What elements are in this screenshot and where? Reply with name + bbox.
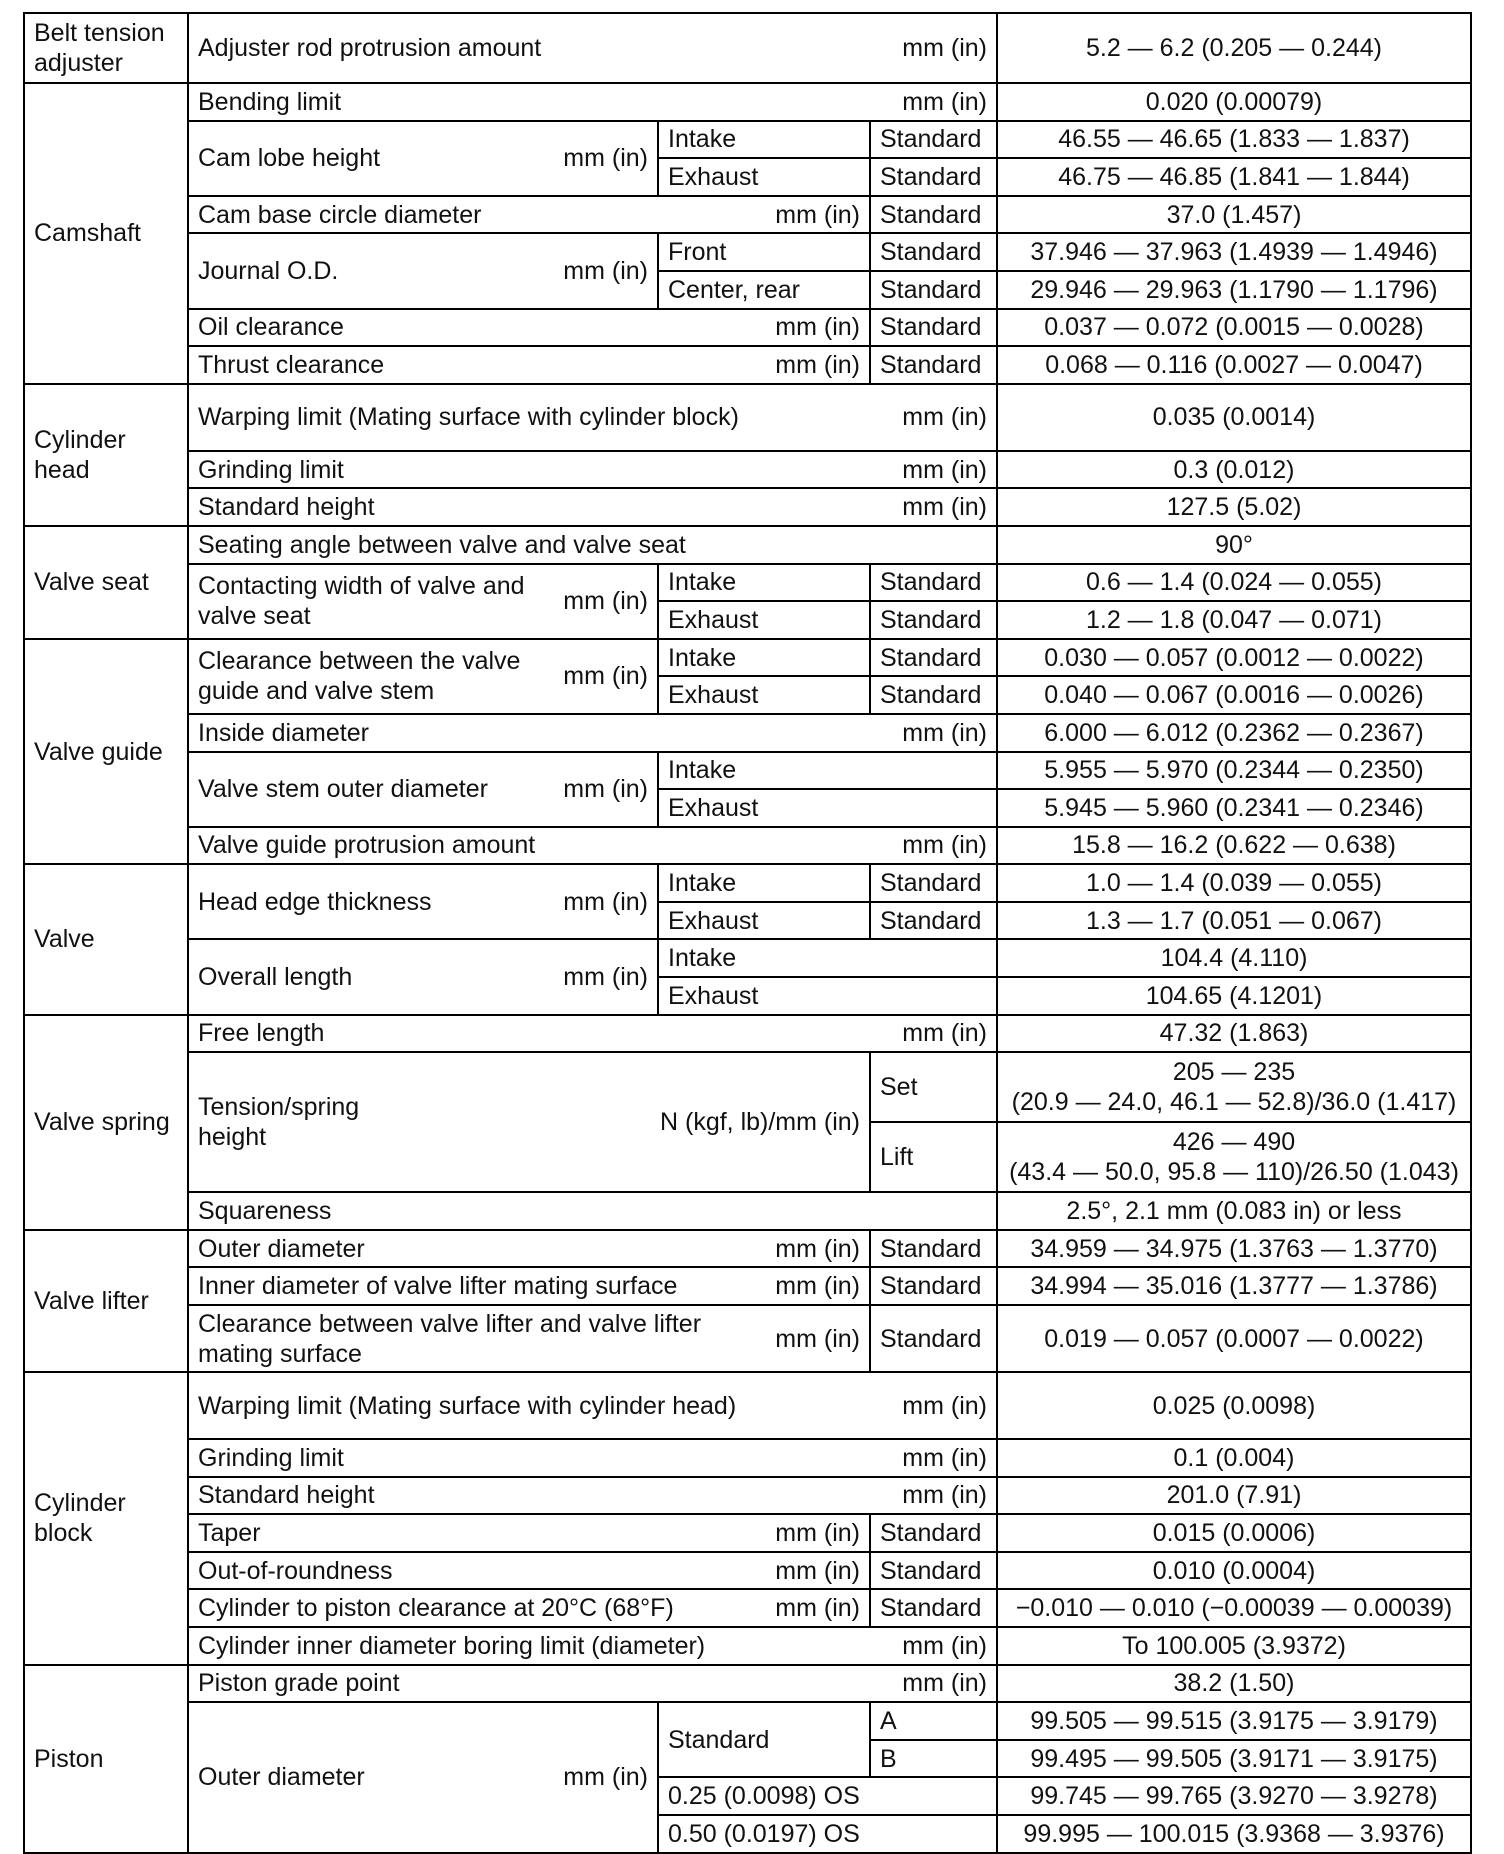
item-label: Standard height <box>198 1481 375 1510</box>
table-row <box>24 233 1471 271</box>
table-row <box>24 1015 1471 1053</box>
category-valve-lifter: Valve lifter <box>24 1230 188 1372</box>
sub-label: Intake <box>658 939 997 977</box>
spec-value: 201.0 (7.91) <box>997 1477 1471 1515</box>
item-label: Standard height <box>198 493 375 522</box>
table-row <box>24 639 1471 677</box>
table-row <box>24 1627 1471 1665</box>
spec-value-lift <box>997 1122 1471 1192</box>
sub-label: Intake <box>658 752 997 790</box>
spec-value: 5.955 — 5.970 (0.2344 — 0.2350) <box>997 752 1471 790</box>
unit-label: mm (in) <box>563 1763 648 1792</box>
unit-label: mm (in) <box>563 887 648 916</box>
unit-label: mm (in) <box>902 1391 987 1420</box>
sub-label: Exhaust <box>658 158 870 196</box>
sub-label: Center, rear <box>658 271 870 309</box>
condition-label: Standard <box>870 196 997 234</box>
item-label: Seating angle between valve and valve seat <box>188 526 997 564</box>
unit-label: mm (in) <box>902 493 987 522</box>
table-row <box>24 384 1471 451</box>
table-row <box>24 451 1471 489</box>
spec-value: 0.025 (0.0098) <box>997 1372 1471 1439</box>
condition-label: Standard <box>870 233 997 271</box>
table-row <box>24 1665 1471 1703</box>
spec-value: 0.030 — 0.057 (0.0012 — 0.0022) <box>997 639 1471 677</box>
spec-value: 1.2 — 1.8 (0.047 — 0.071) <box>997 601 1471 639</box>
category-camshaft: Camshaft <box>24 83 188 384</box>
spec-value: 104.4 (4.110) <box>997 939 1471 977</box>
condition-label: Standard <box>870 1552 997 1590</box>
spec-value: To 100.005 (3.9372) <box>997 1627 1471 1665</box>
item-label: Warping limit (Mating surface with cylinder block) <box>198 403 739 432</box>
unit-label: mm (in) <box>902 34 987 62</box>
spec-value: (20.9 — 24.0, 46.1 — 52.8)/36.0 (1.417) <box>1011 1088 1457 1117</box>
item-label: Cylinder inner diameter boring limit (diameter) <box>198 1631 706 1660</box>
spec-value: 6.000 — 6.012 (0.2362 — 0.2367) <box>997 714 1471 752</box>
sub-label: Intake <box>658 864 870 902</box>
table-row <box>24 1192 1471 1230</box>
spec-value: 0.015 (0.0006) <box>997 1514 1471 1552</box>
item-label: Outer diameter <box>198 1763 365 1792</box>
item-label: Head edge thickness <box>198 887 432 916</box>
condition-label: Standard <box>870 902 997 940</box>
spec-value: 37.0 (1.457) <box>997 196 1471 234</box>
spec-value: 5.945 — 5.960 (0.2341 — 0.2346) <box>997 789 1471 827</box>
table-row <box>24 13 1471 83</box>
table-row <box>24 1702 1471 1740</box>
spec-value: 38.2 (1.50) <box>997 1665 1471 1703</box>
spec-value: 127.5 (5.02) <box>997 488 1471 526</box>
condition-label: Standard <box>870 1514 997 1552</box>
sub-label: Intake <box>658 639 870 677</box>
condition-label: Standard <box>870 309 997 347</box>
spec-value: 0.3 (0.012) <box>997 451 1471 489</box>
item-label: Outer diameter <box>198 1234 365 1263</box>
table-row <box>24 939 1471 977</box>
unit-label: mm (in) <box>902 1481 987 1510</box>
unit-label: mm (in) <box>902 403 987 432</box>
spec-value: 34.959 — 34.975 (1.3763 — 1.3770) <box>997 1230 1471 1268</box>
item-label: Adjuster rod protrusion amount <box>198 34 542 62</box>
item-label: Squareness <box>188 1192 997 1230</box>
spec-table <box>23 12 1472 1854</box>
unit-label: mm (in) <box>775 1272 860 1301</box>
category-valve-seat: Valve seat <box>24 526 188 639</box>
table-row <box>24 1230 1471 1268</box>
condition-label: Standard <box>870 1305 997 1372</box>
table-row <box>24 864 1471 902</box>
unit-label: mm (in) <box>563 963 648 992</box>
spec-value: 99.505 — 99.515 (3.9175 — 3.9179) <box>997 1702 1471 1740</box>
condition-label: Standard <box>870 1230 997 1268</box>
sub-label: Exhaust <box>658 601 870 639</box>
spec-value: 0.040 — 0.067 (0.0016 — 0.0026) <box>997 676 1471 714</box>
spec-value: 205 — 235 <box>1172 1058 1296 1087</box>
item-label: Inside diameter <box>198 718 369 747</box>
condition-label: Standard <box>870 1267 997 1305</box>
category-valve-spring: Valve spring <box>24 1015 188 1230</box>
table-row <box>24 1477 1471 1515</box>
table-row <box>24 752 1471 790</box>
unit-label: mm (in) <box>902 455 987 484</box>
item-label: Inner diameter of valve lifter mating surface <box>198 1272 678 1301</box>
unit-label: mm (in) <box>902 1669 987 1698</box>
unit-label: mm (in) <box>775 200 860 229</box>
sub-label: 0.50 (0.0197) OS <box>658 1815 997 1853</box>
item-label: Cam lobe height <box>198 144 381 173</box>
spec-value: 0.6 — 1.4 (0.024 — 0.055) <box>997 564 1471 602</box>
grade-label: A <box>870 1702 997 1740</box>
item-label: Contacting width of valve and valve seat <box>198 572 525 631</box>
item-label: Oil clearance <box>198 313 344 342</box>
condition-label: Standard <box>870 158 997 196</box>
item-label: Bending limit <box>198 87 342 116</box>
spec-value: 99.745 — 99.765 (3.9270 — 3.9278) <box>997 1777 1471 1815</box>
spec-value: 1.3 — 1.7 (0.051 — 0.067) <box>997 902 1471 940</box>
item-label: Valve guide protrusion amount <box>198 831 536 860</box>
item-label: Warping limit (Mating surface with cylinder head) <box>198 1391 737 1420</box>
unit-label: mm (in) <box>563 662 648 691</box>
spec-value: 426 — 490 <box>1172 1128 1296 1157</box>
spec-value-set <box>997 1052 1471 1122</box>
item-label: Valve stem outer diameter <box>198 775 488 804</box>
table-row <box>24 1514 1471 1552</box>
condition-label: Standard <box>870 121 997 159</box>
table-row <box>24 1052 1471 1122</box>
category-belt-tension-adjuster: Belt tension adjuster <box>24 13 188 83</box>
unit-label: mm (in) <box>563 775 648 804</box>
category-piston: Piston <box>24 1665 188 1853</box>
spec-value: 1.0 — 1.4 (0.039 — 0.055) <box>997 864 1471 902</box>
table-row <box>24 83 1471 121</box>
category-valve-guide: Valve guide <box>24 639 188 865</box>
unit-label: mm (in) <box>775 313 860 342</box>
table-row <box>24 121 1471 159</box>
item-label: Grinding limit <box>198 1443 344 1472</box>
table-row <box>24 1439 1471 1477</box>
sub-label: Standard <box>658 1702 870 1777</box>
table-row <box>24 1267 1471 1305</box>
table-row <box>24 309 1471 347</box>
sub-label: Intake <box>658 121 870 159</box>
unit-label: mm (in) <box>775 1234 860 1263</box>
unit-label: mm (in) <box>563 587 648 616</box>
table-row <box>24 827 1471 865</box>
table-row <box>24 196 1471 234</box>
unit-label: mm (in) <box>775 1519 860 1548</box>
unit-label: mm (in) <box>775 1594 860 1623</box>
condition-label: Standard <box>870 676 997 714</box>
table-row <box>24 1305 1471 1372</box>
sub-label: Exhaust <box>658 676 870 714</box>
item-label: Out-of-roundness <box>198 1556 393 1585</box>
sub-label: 0.25 (0.0098) OS <box>658 1777 997 1815</box>
spec-value: 5.2 — 6.2 (0.205 — 0.244) <box>997 13 1471 83</box>
sub-label: Exhaust <box>658 977 997 1015</box>
unit-label: N (kgf, lb)/mm (in) <box>660 1108 860 1137</box>
spec-value: 0.068 — 0.116 (0.0027 — 0.0047) <box>997 346 1471 384</box>
spec-value: 2.5°, 2.1 mm (0.083 in) or less <box>997 1192 1471 1230</box>
spec-value: 29.946 — 29.963 (1.1790 — 1.1796) <box>997 271 1471 309</box>
unit-label: mm (in) <box>775 1556 860 1585</box>
condition-label: Lift <box>870 1122 997 1192</box>
spec-value: 46.75 — 46.85 (1.841 — 1.844) <box>997 158 1471 196</box>
unit-label: mm (in) <box>775 1324 860 1353</box>
table-row <box>24 526 1471 564</box>
condition-label: Standard <box>870 601 997 639</box>
spec-value: 15.8 — 16.2 (0.622 — 0.638) <box>997 827 1471 865</box>
spec-value: 0.010 (0.0004) <box>997 1552 1471 1590</box>
spec-value: 0.020 (0.00079) <box>997 83 1471 121</box>
table-row <box>24 1552 1471 1590</box>
condition-label: Standard <box>870 271 997 309</box>
sub-label: Front <box>658 233 870 271</box>
spec-value: 99.995 — 100.015 (3.9368 — 3.9376) <box>997 1815 1471 1853</box>
table-row <box>24 1589 1471 1627</box>
spec-value: −0.010 — 0.010 (−0.00039 — 0.00039) <box>997 1589 1471 1627</box>
item-label: Thrust clearance <box>198 350 385 379</box>
table-row <box>24 488 1471 526</box>
spec-value: 104.65 (4.1201) <box>997 977 1471 1015</box>
item-label: Overall length <box>198 963 353 992</box>
spec-value: 0.1 (0.004) <box>997 1439 1471 1477</box>
unit-label: mm (in) <box>902 87 987 116</box>
spec-value: 46.55 — 46.65 (1.833 — 1.837) <box>997 121 1471 159</box>
condition-label: Standard <box>870 346 997 384</box>
unit-label: mm (in) <box>902 1631 987 1660</box>
table-row <box>24 1372 1471 1439</box>
table-row <box>24 714 1471 752</box>
item-label: Clearance between the valve guide and valve stem <box>198 647 521 706</box>
condition-label: Standard <box>870 1589 997 1627</box>
condition-label: Standard <box>870 639 997 677</box>
item-label: Taper <box>198 1519 261 1548</box>
item-label: Clearance between valve lifter and valve lifter mating surface <box>198 1309 702 1368</box>
spec-value: 0.019 — 0.057 (0.0007 — 0.0022) <box>997 1305 1471 1372</box>
item-label: Piston grade point <box>198 1669 400 1698</box>
spec-value: 90° <box>997 526 1471 564</box>
spec-value: 0.037 — 0.072 (0.0015 — 0.0028) <box>997 309 1471 347</box>
category-valve: Valve <box>24 864 188 1014</box>
category-cylinder-head: Cylinder head <box>24 384 188 526</box>
item-label: Cylinder to piston clearance at 20°C (68°F) <box>198 1594 674 1623</box>
unit-label: mm (in) <box>902 718 987 747</box>
unit-label: mm (in) <box>563 144 648 173</box>
item-label: Journal O.D. <box>198 256 339 285</box>
sub-label: Exhaust <box>658 902 870 940</box>
unit-label: mm (in) <box>902 831 987 860</box>
spec-value: 99.495 — 99.505 (3.9171 — 3.9175) <box>997 1740 1471 1778</box>
spec-value: 47.32 (1.863) <box>997 1015 1471 1053</box>
condition-label: Set <box>870 1052 997 1122</box>
item-label: Cam base circle diameter <box>198 200 482 229</box>
table-row <box>24 346 1471 384</box>
condition-label: Standard <box>870 564 997 602</box>
spec-value: 37.946 — 37.963 (1.4939 — 1.4946) <box>997 233 1471 271</box>
spec-value: (43.4 — 50.0, 95.8 — 110)/26.50 (1.043) <box>1009 1158 1459 1187</box>
grade-label: B <box>870 1740 997 1778</box>
item-label: Grinding limit <box>198 455 344 484</box>
unit-label: mm (in) <box>902 1443 987 1472</box>
table-row <box>24 564 1471 602</box>
spec-value: 0.035 (0.0014) <box>997 384 1471 451</box>
spec-value: 34.994 — 35.016 (1.3777 — 1.3786) <box>997 1267 1471 1305</box>
unit-label: mm (in) <box>775 350 860 379</box>
unit-label: mm (in) <box>902 1019 987 1048</box>
category-cylinder-block: Cylinder block <box>24 1372 188 1665</box>
sub-label: Intake <box>658 564 870 602</box>
sub-label: Exhaust <box>658 789 997 827</box>
condition-label: Standard <box>870 864 997 902</box>
item-label: Free length <box>198 1019 325 1048</box>
unit-label: mm (in) <box>563 256 648 285</box>
item-label: Tension/spring height <box>198 1093 360 1152</box>
